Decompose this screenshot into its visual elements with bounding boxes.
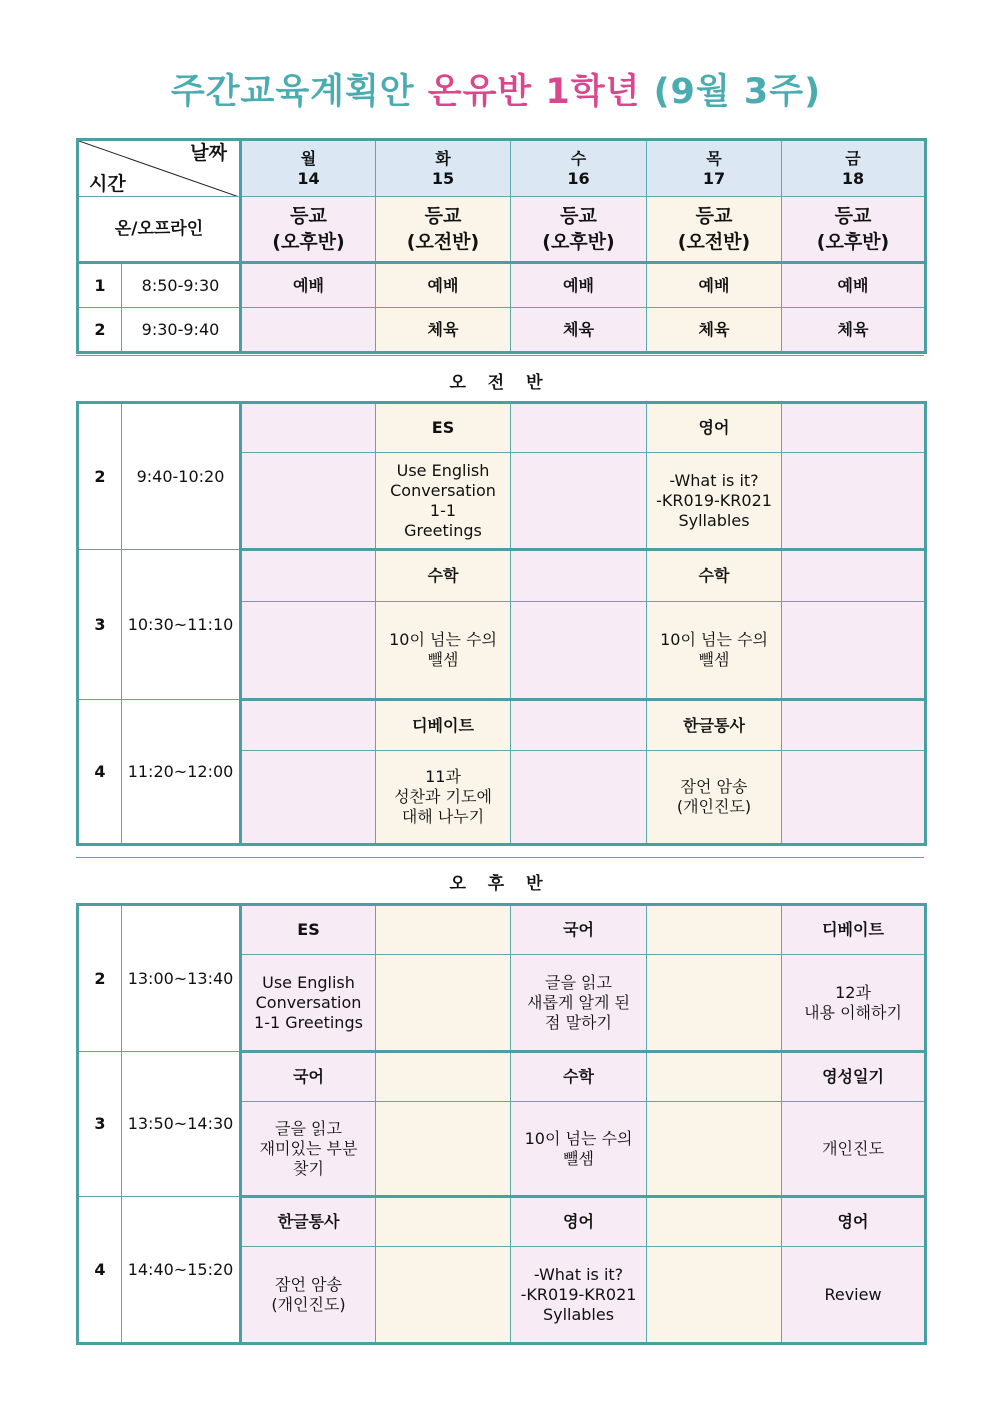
subject-cell [782,700,926,751]
detail-cell [376,1102,511,1197]
detail-cell [647,1102,782,1197]
attendance-thu: 등교 (오전반) [647,197,782,263]
period-time: 10:30~11:10 [122,550,241,700]
period-time: 13:50~14:30 [122,1052,241,1197]
period-time: 11:20~12:00 [122,700,241,845]
subject-cell [511,403,647,453]
detail-cell: 12과 내용 이해하기 [782,955,926,1052]
subject-cell [647,905,782,955]
detail-cell [511,453,647,550]
subject-cell: 한글통사 [647,700,782,751]
corner-date-label: 날짜 [190,142,227,164]
detail-cell [376,955,511,1052]
subject-cell: 한글통사 [241,1197,376,1247]
subject-cell [782,403,926,453]
detail-cell: 10이 넘는 수의 뺄셈 [511,1102,647,1197]
morning-schedule-table [76,401,927,846]
afternoon-schedule-table [76,903,927,1345]
detail-cell: Review [782,1247,926,1344]
table-row [78,550,926,602]
detail-cell: Use English Conversation 1-1 Greetings [241,955,376,1052]
detail-cell [241,602,376,700]
schedule-cell [241,308,376,353]
detail-cell: 잠언 암송 (개인진도) [241,1247,376,1344]
title-main: 주간교육계획안 [170,72,415,112]
detail-cell: 개인진도 [782,1102,926,1197]
schedule-cell: 예배 [241,263,376,308]
schedule-cell: 체육 [782,308,926,353]
detail-cell: 잠언 암송 (개인진도) [647,751,782,845]
subject-cell: 수학 [647,550,782,602]
title-week: (9월 3주) [653,72,822,112]
detail-cell: 글을 읽고 새롭게 알게 된 점 말하기 [511,955,647,1052]
subject-cell [647,1052,782,1102]
subject-cell: 영어 [782,1197,926,1247]
detail-cell [782,602,926,700]
subject-cell: ES [376,403,511,453]
schedule-cell: 예배 [647,263,782,308]
schedule-cell: 체육 [511,308,647,353]
period-number: 3 [78,550,122,700]
detail-cell [241,453,376,550]
period-number: 1 [78,263,122,308]
detail-cell [511,751,647,845]
morning-section-label: 오 전 반 [449,373,551,393]
table-row [78,1052,926,1102]
subject-cell [511,550,647,602]
period-time: 13:00~13:40 [122,905,241,1052]
period-number: 2 [78,403,122,550]
attendance-mon: 등교 (오후반) [241,197,376,263]
subject-cell [376,1197,511,1247]
table-row [78,263,926,308]
detail-cell: 10이 넘는 수의 뺄셈 [376,602,511,700]
schedule-cell: 체육 [376,308,511,353]
table-row [78,1197,926,1247]
day-header-mon: 월 14 [241,140,376,197]
subject-cell: 영성일기 [782,1052,926,1102]
detail-cell [782,751,926,845]
schedule-cell: 체육 [647,308,782,353]
period-number: 4 [78,1197,122,1344]
divider [76,857,924,858]
day-header-wed: 수 16 [511,140,647,197]
subject-cell: 국어 [511,905,647,955]
period-time: 8:50-9:30 [122,263,241,308]
table-row [78,905,926,955]
detail-cell [782,453,926,550]
day-header-tue: 화 15 [376,140,511,197]
attendance-wed: 등교 (오후반) [511,197,647,263]
period-number: 2 [78,308,122,353]
divider [76,355,924,356]
subject-cell [376,905,511,955]
subject-cell [241,403,376,453]
detail-cell [511,602,647,700]
top-schedule-table [76,138,927,354]
subject-cell [241,550,376,602]
schedule-cell: 예배 [782,263,926,308]
table-row [78,403,926,453]
subject-cell: 수학 [511,1052,647,1102]
title-grade: 1학년 [545,72,641,112]
detail-cell: 11과 성찬과 기도에 대해 나누기 [376,751,511,845]
afternoon-section-label: 오 후 반 [449,874,551,894]
period-time: 9:30-9:40 [122,308,241,353]
subject-cell [511,700,647,751]
period-number: 2 [78,905,122,1052]
corner-time-label: 시간 [89,173,126,195]
table-row [78,308,926,353]
detail-cell [241,751,376,845]
corner-cell [78,140,241,197]
attendance-fri: 등교 (오후반) [782,197,926,263]
day-header-thu: 목 17 [647,140,782,197]
detail-cell [647,955,782,1052]
period-time: 14:40~15:20 [122,1197,241,1344]
subject-cell: 영어 [511,1197,647,1247]
subject-cell [241,700,376,751]
subject-cell: 국어 [241,1052,376,1102]
subject-cell [376,1052,511,1102]
period-time: 9:40-10:20 [122,403,241,550]
online-offline-label: 온/오프라인 [78,197,241,263]
detail-cell: 10이 넘는 수의 뺄셈 [647,602,782,700]
page-title [0,64,992,114]
subject-cell: 영어 [647,403,782,453]
detail-cell [376,1247,511,1344]
table-row [78,700,926,751]
detail-cell [647,1247,782,1344]
detail-cell: -What is it? -KR019-KR021 Syllables [511,1247,647,1344]
period-number: 3 [78,1052,122,1197]
subject-cell: 수학 [376,550,511,602]
detail-cell: 글을 읽고 재미있는 부분 찾기 [241,1102,376,1197]
title-class-name: 온유반 [427,72,533,112]
subject-cell [782,550,926,602]
subject-cell: 디베이트 [376,700,511,751]
subject-cell: ES [241,905,376,955]
schedule-cell: 예배 [376,263,511,308]
detail-cell: Use English Conversation 1-1 Greetings [376,453,511,550]
attendance-tue: 등교 (오전반) [376,197,511,263]
day-header-fri: 금 18 [782,140,926,197]
subject-cell: 디베이트 [782,905,926,955]
schedule-cell: 예배 [511,263,647,308]
period-number: 4 [78,700,122,845]
detail-cell: -What is it? -KR019-KR021 Syllables [647,453,782,550]
subject-cell [647,1197,782,1247]
